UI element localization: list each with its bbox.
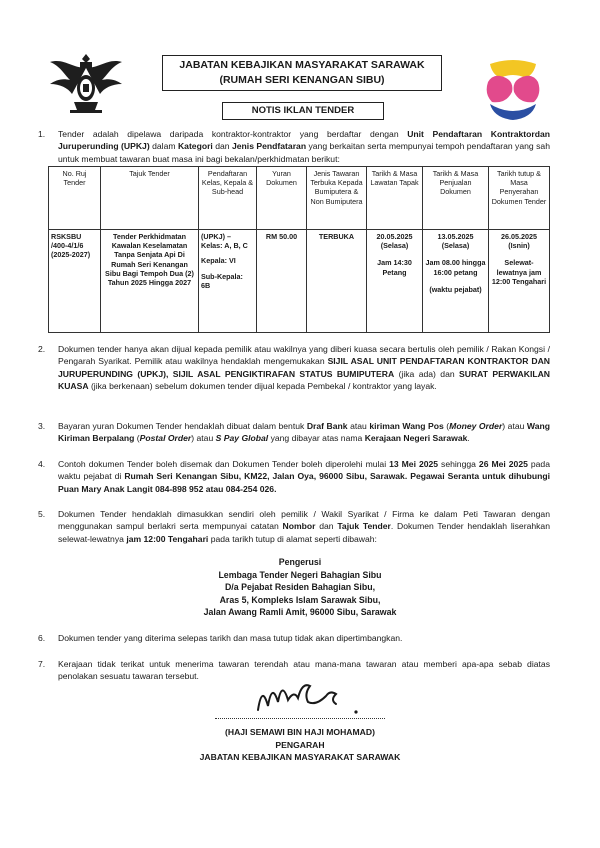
address-block — [0, 556, 600, 619]
notice-title: NOTIS IKLAN TENDER — [222, 102, 384, 120]
header-cell-closing: Tarikh tutup & Masa Penyerahan Dokumen Tender — [489, 167, 550, 230]
table-header-row — [49, 167, 550, 230]
cell-fee: RM 50.00 — [257, 230, 307, 333]
header-cell-registration: Pendaftaran Kelas, Kepala & Sub-head — [199, 167, 257, 230]
cell-site-visit: 20.05.2025 (Selasa) Jam 14:30 Petang — [367, 230, 423, 333]
paragraph-3: 3. Bayaran yuran Dokumen Tender hendaklah dibuat dalam bentuk Draf Bank atau kiriman Wang Pos (Money Order) atau Wang Kiriman Berpalang (Postal Order) atau S Pay Global yang dibayar atas nama Kerajaan Negeri Sarawak. — [38, 421, 550, 444]
header-cell-ref: No. Ruj Tender — [49, 167, 101, 230]
paragraph-number: 1. — [38, 129, 46, 139]
sarawak-crest-icon — [44, 48, 128, 122]
paragraph-6: 6. Dokumen tender yang diterima selepas tarikh dan masa tutup tidak akan dipertimbangkan. — [38, 633, 403, 643]
address-line-4: Aras 5, Kompleks Islam Sarawak Sibu, — [219, 594, 381, 605]
table-row — [49, 230, 550, 333]
header-cell-sale: Tarikh & Masa Penjualan Dokumen — [423, 167, 489, 230]
header-title-line2: (RUMAH SERI KENANGAN SIBU) — [219, 74, 385, 86]
header-cell-site-visit: Tarikh & Masa Lawatan Tapak — [367, 167, 423, 230]
header-cell-fee: Yuran Dokumen — [257, 167, 307, 230]
address-line-3: D/a Pejabat Residen Bahagian Sibu, — [224, 582, 376, 592]
paragraph-1: 1. Tender adalah dipelawa daripada kontraktor-kontraktor yang berdaftar dengan Unit Pendaftaran Kontraktordan Juruperunding (UPKJ) dalam Kategori dan Jenis Pendfataran yang berkaitan serta mempunyai tempoh pendaftaran yang sah untuk membuat tawaran buat masa ini bagi bekalan/perkhidmatan berikut: — [38, 129, 550, 164]
cell-title: Tender Perkhidmatan Kawalan Keselamatan Tanpa Senjata Api Di Rumah Seri Kenangan Sibu Bagi Tempoh Dua (2) Tahun 2025 Hingga 2027 — [101, 230, 199, 333]
cell-type: TERBUKA — [307, 230, 367, 333]
cell-registration: (UPKJ) – Kelas: A, B, C Kepala: VI Sub-Kepala: 6B — [199, 230, 257, 333]
header-title-box — [162, 55, 442, 91]
signatory-position: PENGARAH — [275, 739, 325, 750]
paragraph-7: 7. Kerajaan tidak terikat untuk menerima tawaran terendah atau mana-mana tawaran atau memberi apa-apa sebab diatas penolakan sesuatu tawaran tersebut. — [38, 659, 550, 682]
signatory-block — [0, 726, 600, 764]
header-cell-title: Tajuk Tender — [101, 167, 199, 230]
paragraph-4: 4. Contoh dokumen Tender boleh disemak dan Dokumen Tender boleh diperolehi mulai 13 Mei 2025 sehingga 26 Mei 2025 pada waktu pejabat di Rumah Seri Kenangan Sibu, KM22, Jalan Oya, 96000 Sibu, Sarawak. Pegawai Seranta untuk dihubungi Puan Mary Anak Langit 084-898 952 atau 084-254 026. — [38, 459, 551, 494]
signature-line — [215, 718, 385, 719]
address-line-1: Pengerusi — [278, 557, 322, 567]
header-cell-type: Jenis Tawaran Terbuka Kepada Bumiputera & Non Bumiputera — [307, 167, 367, 230]
address-line-5: Jalan Awang Ramli Amit, 96000 Sibu, Sarawak — [203, 607, 397, 617]
signature-mark — [252, 676, 372, 720]
tender-table — [48, 166, 550, 333]
jkm-logo-icon — [478, 52, 548, 126]
signatory-department: JABATAN KEBAJIKAN MASYARAKAT SARAWAK — [199, 752, 401, 762]
signatory-name: (HAJI SEMAWI BIN HAJI MOHAMAD) — [225, 727, 375, 737]
cell-closing: 26.05.2025 (Isnin) Selewat-lewatnya jam 12:00 Tengahari — [489, 230, 550, 333]
paragraph-5: 5. Dokumen Tender hendaklah dimasukkan sendiri oleh pemilik / Wakil Syarikat / Firma ke dalam Peti Tawaran dengan menggunakan sampul berlakri serta mempunyai catatan Nombor dan Tajuk Tender. Dokumen Tender hendaklah liserahkan selewat-lewatnya jam 12:00 Tengahari pada tarikh tutup di alamat seperti dibawah: — [38, 509, 550, 544]
cell-sale: 13.05.2025 (Selasa) Jam 08.00 hingga 16:00 petang (waktu pejabat) — [423, 230, 489, 333]
cell-ref: RSKSBU /400-4/1/6 (2025-2027) — [49, 230, 101, 333]
address-line-2: Lembaga Tender Negeri Bahagian Sibu — [218, 569, 382, 580]
paragraph-2: 2. Dokumen tender hanya akan dijual kepada pemilik atau wakilnya yang diberi kuasa secara bertulis oleh pemilik / Rakan Kongsi / Pengarah Syarikat. Pemilik atau wakilnya hendaklah mengemukakan SIJIL ASAL UNIT PENDAFTARAN KONTRAKTOR DAN JURUPERUNDING (UPKJ), SIJIL ASAL PENGIKTIRAFAN STATUS BUMIPUTERA (jika ada) dan SURAT PERWAKILAN KUASA (jika berkenaan) sebelum dokumen tender dijual kepada Pembekal / kontraktor yang layak. — [38, 344, 551, 392]
header-title-line1: JABATAN KEBAJIKAN MASYARAKAT SARAWAK — [179, 59, 425, 71]
